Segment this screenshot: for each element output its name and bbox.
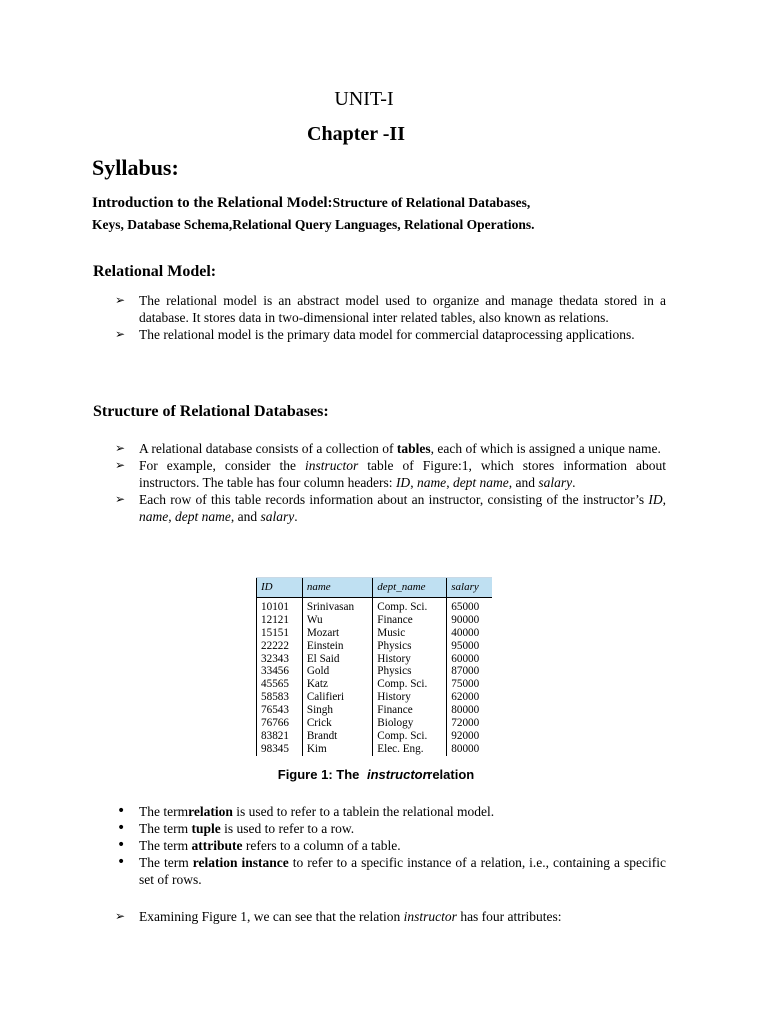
figure-caption bbox=[0, 767, 768, 782]
cell-name: Califieri bbox=[302, 691, 372, 704]
table-row bbox=[257, 640, 493, 653]
list-item bbox=[115, 820, 666, 837]
cell-dept-name: Finance bbox=[373, 704, 447, 717]
table-row bbox=[257, 691, 493, 704]
examining-list bbox=[115, 908, 666, 925]
bold-term: attribute bbox=[191, 838, 243, 853]
text-run: , bbox=[446, 475, 453, 490]
cell-name: Brandt bbox=[302, 730, 372, 743]
intro-rest-1: Structure of Relational Databases, bbox=[332, 195, 531, 210]
cell-name: Singh bbox=[302, 704, 372, 717]
cell-dept-name: History bbox=[373, 653, 447, 666]
cell-id: 76766 bbox=[257, 717, 303, 730]
instructor-table bbox=[256, 578, 492, 756]
bold-term: relation bbox=[188, 804, 233, 819]
cell-id: 76543 bbox=[257, 704, 303, 717]
table-row bbox=[257, 614, 493, 627]
cell-id: 58583 bbox=[257, 691, 303, 704]
cell-dept-name: Biology bbox=[373, 717, 447, 730]
cell-name: Crick bbox=[302, 717, 372, 730]
list-item bbox=[115, 908, 666, 925]
instructor-figure bbox=[256, 577, 492, 763]
table-header-row bbox=[257, 578, 493, 597]
syllabus-intro bbox=[92, 192, 682, 235]
text-run: , and bbox=[230, 509, 261, 524]
arrow-bullet-icon: ➢ bbox=[115, 441, 126, 455]
cell-salary: 90000 bbox=[451, 613, 480, 626]
list-item bbox=[115, 457, 666, 491]
text-run: , each of which is assigned a unique name. bbox=[430, 441, 661, 456]
text-run: Examining Figure 1, we can see that the relation bbox=[139, 909, 404, 924]
column-header-name: name bbox=[302, 578, 372, 597]
italic-term: instructor bbox=[403, 909, 457, 924]
cell-name: El Said bbox=[302, 653, 372, 666]
text-run: table of Figure:1, which stores information about instructors. The table has four column headers: bbox=[139, 458, 666, 490]
bullet-icon: • bbox=[117, 837, 126, 853]
text-run: Figure 1: The bbox=[277, 767, 363, 782]
relational-model-list bbox=[115, 292, 666, 343]
cell-salary: 62000 bbox=[451, 691, 480, 704]
cell-id: 12121 bbox=[257, 614, 303, 627]
cell-salary: 60000 bbox=[451, 652, 480, 665]
list-item-text: The relational model is an abstract model used to organize and manage thedata stored in a database. It stores data in two-dimensional inter related tables, also known as relations. bbox=[139, 293, 666, 325]
cell-name: Srinivasan bbox=[302, 597, 372, 613]
text-run: is used to refer to a row. bbox=[220, 821, 355, 836]
table-row bbox=[257, 665, 493, 678]
column-header-salary: salary bbox=[447, 578, 492, 597]
list-item-text: The relational model is the primary data model for commercial dataprocessing applications. bbox=[139, 327, 635, 342]
table-row bbox=[257, 597, 493, 613]
text-run: refers to a column of a table. bbox=[242, 838, 401, 853]
chapter-heading-text: Chapter -II bbox=[307, 123, 405, 145]
cell-salary: 72000 bbox=[451, 717, 480, 730]
list-item bbox=[115, 440, 666, 457]
terms-list bbox=[115, 803, 666, 888]
column-header-dept-name: dept_name bbox=[373, 578, 447, 597]
cell-id: 83821 bbox=[257, 730, 303, 743]
arrow-bullet-icon: ➢ bbox=[115, 327, 126, 341]
text-run: . bbox=[294, 509, 298, 524]
table-row bbox=[257, 743, 493, 756]
cell-salary: 75000 bbox=[451, 678, 480, 691]
cell-name: Wu bbox=[302, 614, 372, 627]
text-run: A relational database consists of a collection of bbox=[139, 441, 397, 456]
structure-heading: Structure of Relational Databases: bbox=[93, 403, 329, 420]
cell-id: 45565 bbox=[257, 678, 303, 691]
text-run: , and bbox=[508, 475, 539, 490]
figure-caption-text bbox=[277, 767, 478, 782]
cell-salary: 80000 bbox=[451, 742, 480, 755]
italic-term: dept name bbox=[452, 475, 509, 490]
text-run: The term bbox=[139, 838, 192, 853]
cell-name: Katz bbox=[302, 678, 372, 691]
cell-id: 22222 bbox=[257, 640, 303, 653]
text-run: . bbox=[572, 475, 576, 490]
bullet-icon: • bbox=[117, 820, 126, 836]
italic-term: ID bbox=[395, 475, 411, 490]
cell-name: Gold bbox=[302, 665, 372, 678]
cell-dept-name: Music bbox=[373, 627, 447, 640]
italic-term: instructor bbox=[366, 767, 428, 782]
table-row bbox=[257, 627, 493, 640]
cell-salary: 40000 bbox=[451, 626, 480, 639]
table-row bbox=[257, 717, 493, 730]
arrow-bullet-icon: ➢ bbox=[115, 909, 126, 923]
italic-term: name bbox=[139, 509, 169, 524]
text-run: to refer to a specific instance of a relation, i.e., containing a specific set of rows. bbox=[139, 855, 666, 887]
column-header-id: ID bbox=[257, 578, 303, 597]
list-item bbox=[115, 803, 666, 820]
cell-id: 15151 bbox=[257, 627, 303, 640]
list-item bbox=[115, 491, 666, 525]
cell-name: Kim bbox=[302, 743, 372, 756]
italic-term: ID bbox=[648, 492, 663, 507]
cell-dept-name: History bbox=[373, 691, 447, 704]
text-run: The term bbox=[139, 804, 189, 819]
italic-term: instructor bbox=[305, 458, 359, 473]
cell-id: 10101 bbox=[257, 597, 303, 613]
text-run: is used to refer to a tablein the relational model. bbox=[232, 804, 495, 819]
italic-term: salary bbox=[538, 475, 573, 490]
list-item bbox=[115, 292, 666, 326]
bullet-icon: • bbox=[117, 854, 126, 870]
intro-rest-2: Keys, Database Schema,Relational Query Languages, Relational Operations. bbox=[92, 217, 535, 232]
cell-dept-name: Physics bbox=[373, 640, 447, 653]
cell-dept-name: Comp. Sci. bbox=[373, 597, 447, 613]
text-run: For example, consider the bbox=[139, 458, 306, 473]
text-run: Each row of this table records information about an instructor, consisting of the instructor’s bbox=[139, 492, 649, 507]
cell-salary: 87000 bbox=[451, 665, 480, 678]
list-item bbox=[115, 854, 666, 888]
cell-salary: 95000 bbox=[451, 639, 480, 652]
cell-salary: 65000 bbox=[451, 600, 480, 613]
bold-term: relation instance bbox=[192, 855, 289, 870]
cell-dept-name: Physics bbox=[373, 665, 447, 678]
text-run: , bbox=[662, 492, 666, 507]
list-item bbox=[115, 326, 666, 343]
instructor-table-body bbox=[257, 597, 493, 755]
table-row bbox=[257, 730, 493, 743]
arrow-bullet-icon: ➢ bbox=[115, 293, 126, 307]
bold-term: tuple bbox=[191, 821, 221, 836]
unit-heading bbox=[0, 88, 768, 111]
cell-id: 32343 bbox=[257, 653, 303, 666]
italic-term: salary bbox=[260, 509, 295, 524]
cell-dept-name: Comp. Sci. bbox=[373, 678, 447, 691]
text-run: The term bbox=[139, 855, 193, 870]
text-run: relation bbox=[423, 767, 475, 782]
text-run: has four attributes: bbox=[456, 909, 562, 924]
text-run: The term bbox=[139, 821, 192, 836]
cell-name: Einstein bbox=[302, 640, 372, 653]
relational-model-heading: Relational Model: bbox=[93, 263, 217, 280]
table-row bbox=[257, 653, 493, 666]
syllabus-heading: Syllabus: bbox=[92, 155, 179, 180]
cell-dept-name: Comp. Sci. bbox=[373, 730, 447, 743]
list-item bbox=[115, 837, 666, 854]
cell-id: 33456 bbox=[257, 665, 303, 678]
chapter-heading bbox=[0, 123, 768, 146]
structure-list bbox=[115, 440, 666, 525]
text-run: , bbox=[410, 475, 417, 490]
cell-salary: 80000 bbox=[451, 704, 480, 717]
cell-dept-name: Elec. Eng. bbox=[373, 743, 447, 756]
bullet-icon: • bbox=[117, 803, 126, 819]
cell-dept-name: Finance bbox=[373, 614, 447, 627]
table-row bbox=[257, 678, 493, 691]
italic-term: dept name bbox=[175, 509, 231, 524]
italic-term: name bbox=[416, 475, 447, 490]
arrow-bullet-icon: ➢ bbox=[115, 492, 126, 506]
text-run: , bbox=[168, 509, 175, 524]
intro-lead: Introduction to the Relational Model: bbox=[92, 195, 333, 211]
cell-salary: 92000 bbox=[451, 729, 480, 742]
arrow-bullet-icon: ➢ bbox=[115, 458, 126, 472]
unit-heading-text: UNIT-I bbox=[334, 88, 394, 110]
cell-id: 98345 bbox=[257, 743, 303, 756]
table-row bbox=[257, 704, 493, 717]
cell-name: Mozart bbox=[302, 627, 372, 640]
bold-term: tables bbox=[396, 441, 431, 456]
